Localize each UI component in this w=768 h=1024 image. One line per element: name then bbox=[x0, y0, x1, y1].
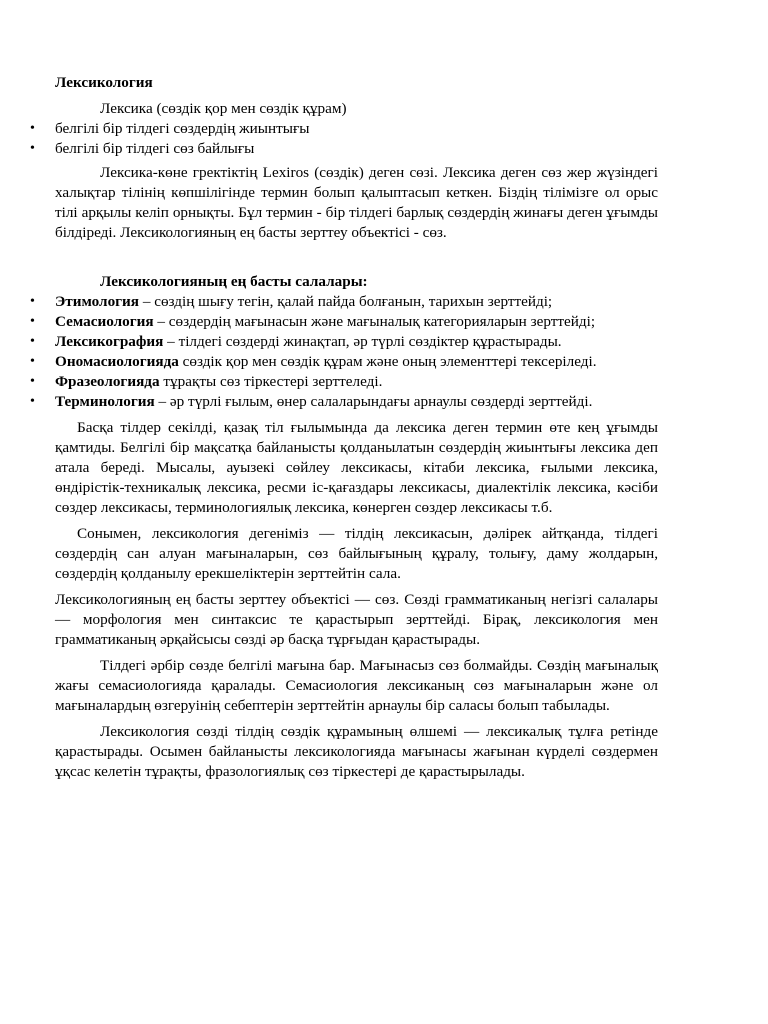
document-page bbox=[30, 73, 658, 782]
branch-desc: сөздік қор мен сөздік құрам және оның элементтері тексеріледі. bbox=[178, 353, 597, 370]
body-paragraph-4: Тілдегі әрбір сөзде белгілі мағына бар. Мағынасыз сөз болмайды. Сөздің мағыналық жағы семасиологияда қаралады. Семасиология лексиканың сөз мағыналарын және ол мағыналардың өзгеруінің себептерін зерттейтін арнаулы бір саласы болып табылады. bbox=[55, 657, 658, 714]
branches-list bbox=[30, 292, 658, 412]
branch-term: Лексикография bbox=[55, 333, 164, 350]
branch-desc: – сөздің шығу тегін, қалай пайда болғанын, тарихын зерттейді; bbox=[139, 293, 553, 310]
bullet-icon: • bbox=[30, 294, 35, 309]
intro-paragraph: Лексика-көне гректіктің Lexiros (сөздік) деген сөзі. Лексика деген сөз жер жүзіндегі халықтар тілінің көпшілігінде термин болып қалыптасып кеткен. Біздің тілімізге ол орыс тілі арқылы келіп орнықты. Бұл термин - бір тілдегі барлық сөздердің жинағы деген ұғымды білдіреді. Лексикологияның ең басты зерттеу объектісі - сөз. bbox=[55, 164, 658, 241]
branch-desc: тұрақты сөз тіркестері зерттеледі. bbox=[159, 373, 383, 390]
list-item bbox=[30, 352, 658, 372]
body-paragraph-3: Лексикологияның ең басты зерттеу объектісі — сөз. Сөзді грамматиканың негізгі салалары — морфология мен синтаксис те қарастырып зерттейді. Бірақ, лексикология мен грамматиканың әрқайсысы сөзді әр басқа тұрғыдан қарастырады. bbox=[55, 591, 658, 648]
list-item bbox=[30, 292, 658, 312]
body-paragraph-1: Басқа тілдер секілді, қазақ тіл ғылымында да лексика деген термин өте кең ұғымды қамтиды. Белгілі бір мақсатқа байланысты қолданылатын сөздердің жиынтығы лексика деп атала береді. Мысалы, ауызекі сөйлеу лексикасы, кітаби лексика, ғылыми лексика, өндірістік-техникалық лексика, ресми іс-қағаздары лексикасы, диалектілік лексика, кәсіби сөздер лексикасы, терминологиялық лексика, көнерген сөздер лексикасы т.б. bbox=[55, 419, 658, 516]
branch-desc: – тілдегі сөздерді жинақтап, әр түрлі сөздіктер құрастырады. bbox=[163, 333, 562, 350]
list-item bbox=[30, 312, 658, 332]
bullet-icon: • bbox=[30, 374, 35, 389]
bullet-icon: • bbox=[30, 141, 35, 156]
lexicon-subtitle: Лексика (сөздік қор мен сөздік құрам) bbox=[100, 100, 347, 117]
body-paragraph-5: Лексикология сөзді тілдің сөздік құрамының өлшемі — лексикалық тұлға ретінде қарастырады. Осымен байланысты лексикологияда мағынасы жағынан күрделі сөздермен ұқсас келетін тұрақты, фразологиялық сөз тіркестері де қарастырылады. bbox=[55, 723, 658, 780]
branch-term: Ономасиологияда bbox=[55, 353, 179, 370]
bullet-icon: • bbox=[30, 394, 35, 409]
body-paragraph-2: Сонымен, лексикология дегеніміз — тілдің лексикасын, дәлірек айтқанда, тілдегі сөздердің сан алуан мағыналарын, сөз байлығының құралу, толығу, даму жолдарын, сөздердің қолданылу ерекшеліктерін зерттейтін сала. bbox=[55, 525, 658, 582]
bullet-icon: • bbox=[30, 314, 35, 329]
bullet-icon: • bbox=[30, 354, 35, 369]
list-item bbox=[30, 372, 658, 392]
list-item bbox=[30, 392, 658, 412]
list-item bbox=[30, 332, 658, 352]
list-item: • белгілі бір тілдегі сөздердің жиынтығы bbox=[30, 120, 310, 137]
definition-list bbox=[30, 119, 658, 159]
branch-term: Этимология bbox=[55, 293, 140, 310]
branch-desc: – әр түрлі ғылым, өнер салаларындағы арнаулы сөздерді зерттейді. bbox=[154, 393, 593, 410]
list-item: • белгілі бір тілдегі сөз байлығы bbox=[30, 140, 255, 157]
bullet-icon: • bbox=[30, 121, 35, 136]
branch-term: Фразеологияда bbox=[55, 373, 160, 390]
bullet-icon: • bbox=[30, 334, 35, 349]
branch-term: Терминология bbox=[55, 393, 155, 410]
branch-term: Семасиология bbox=[55, 313, 154, 330]
branches-heading: Лексикологияның ең басты салалары: bbox=[100, 273, 368, 290]
branch-desc: – сөздердің мағынасын және мағыналық категорияларын зерттейді; bbox=[153, 313, 596, 330]
document-title: Лексикология bbox=[55, 74, 153, 91]
